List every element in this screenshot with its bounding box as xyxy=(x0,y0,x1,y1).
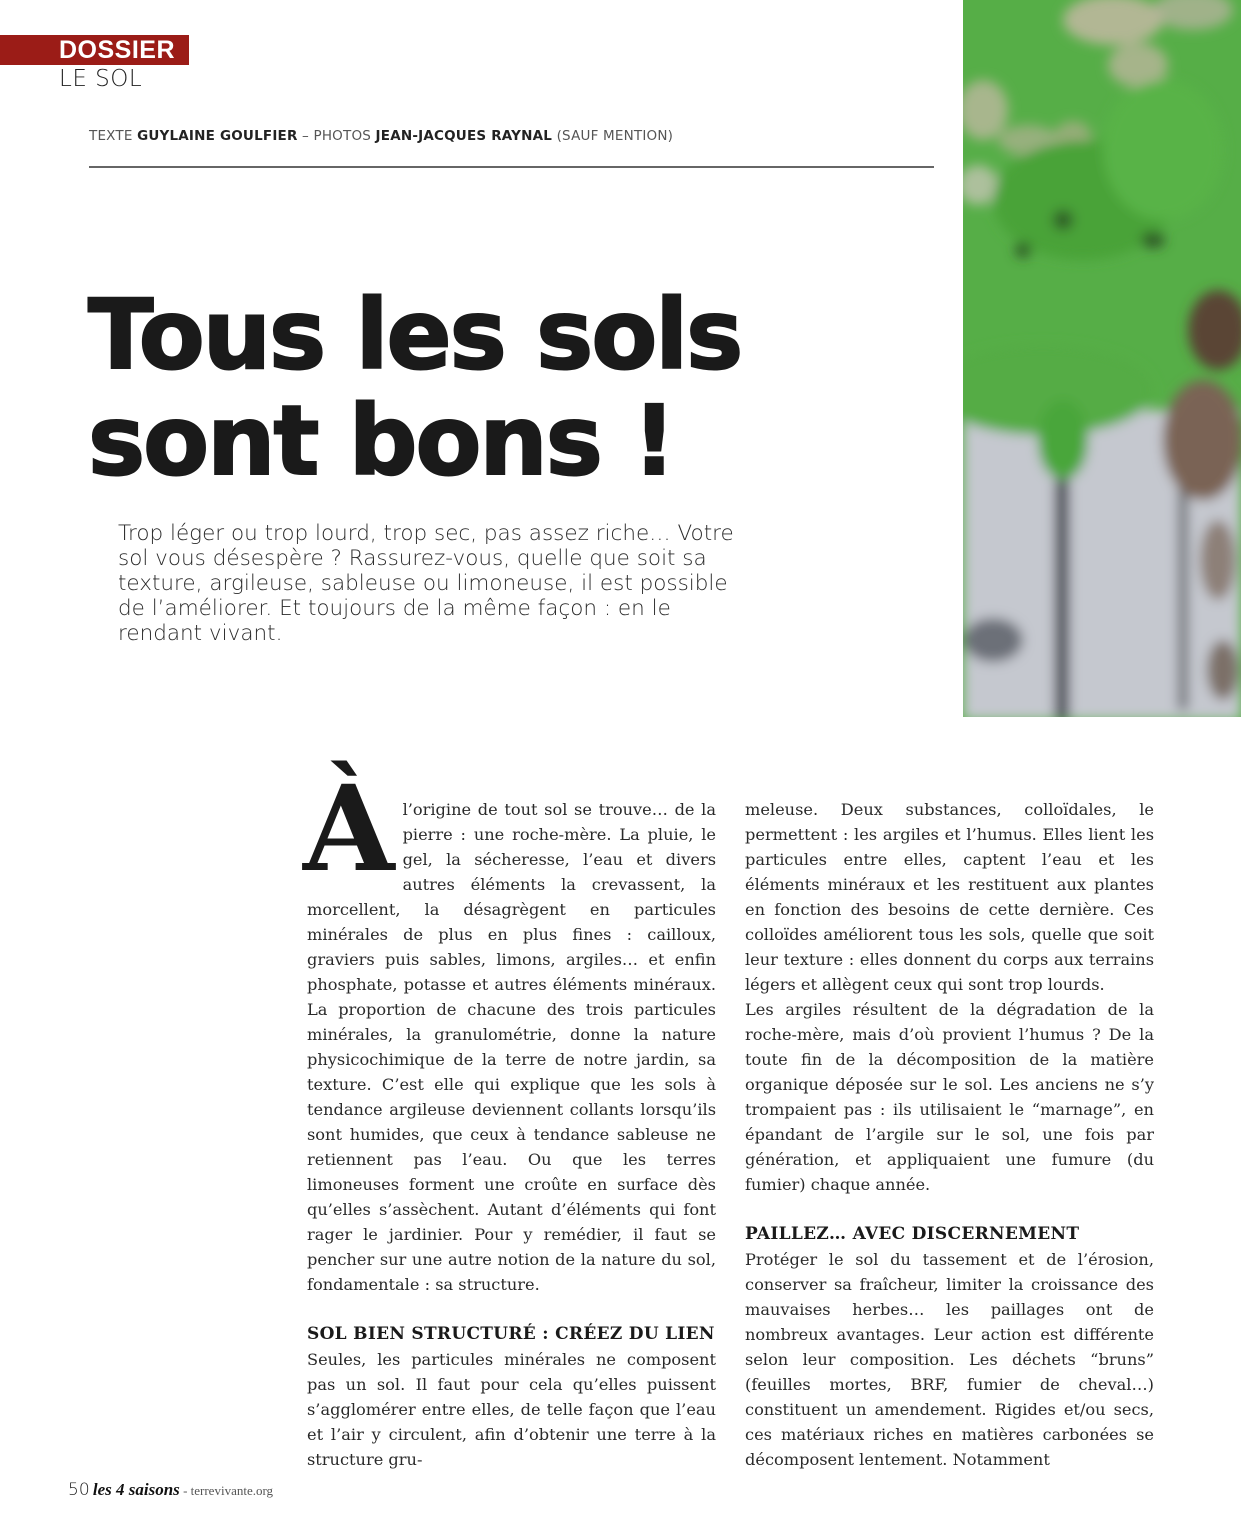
section-tag: DOSSIER xyxy=(0,35,189,65)
article-paragraph: Les argiles résultent de la dégradation de la roche-mère, mais d’où provient l’humus ? De la toute fin de la décomposition de la matière organique déposée sur le sol. Les anciens ne s’y trompaient pas : ils utilisaient le “marnage”, en épandant de l’argile sur le sol, une fois par génération, et appliquaient une fumure (du fumier) chaque année. xyxy=(745,1000,1154,1194)
plant-photo-image xyxy=(963,0,1241,717)
header-divider xyxy=(89,166,934,168)
subheading: PAILLEZ… AVEC DISCERNEMENT xyxy=(745,1224,1080,1244)
subheading: SOL BIEN STRUCTURÉ : CRÉEZ DU LIEN xyxy=(307,1324,715,1344)
section-label: LE SOL xyxy=(59,66,143,92)
credits-photos-prefix: – PHOTOS xyxy=(297,128,376,144)
article-title-line-2: sont bons ! xyxy=(88,385,675,497)
drop-cap: À xyxy=(303,759,395,898)
article-paragraph: Seules, les particules minérales ne composent pas un sol. Il faut pour cela qu’elles puissent s’agglomérer entre elles, de telle façon que l’eau et l’air y circulent, afin d’obtenir une terre à la structure gru- xyxy=(307,1350,716,1469)
paragraph-text: l’origine de tout sol se trouve… de la pierre : une roche-mère. La pluie, le gel, la sécheresse, l’eau et divers autres éléments la crevassent, la morcellent, la désagrègent en particules minérales de plus en plus fines : cailloux, graviers puis sables, limons, argiles… et enfin phosphate, potasse et autres éléments minéraux. La proportion de chacune des trois particules minérales, la granulométrie, donne la nature physicochimique de la terre de notre jardin, sa texture. C’est elle qui explique que les sols à tendance argileuse deviennent collants lorsqu’ils sont humides, que ceux à tendance sableuse ne retiennent pas l’eau. Ou que les terres limoneuses forment une croûte en surface dès qu’elles s’assèchent. Autant d’éléments qui font rager le jardinier. Pour y remédier, il faut se pencher sur une autre notion de la nature du sol, fondamentale : sa structure. xyxy=(307,800,716,1294)
magazine-logo: les 4 saisons xyxy=(92,1480,180,1499)
credits-photographer: JEAN-JACQUES RAYNAL xyxy=(375,128,553,144)
article-title xyxy=(88,279,742,497)
article-paragraph: meleuse. Deux substances, colloïdales, le permettent : les argiles et l’humus. Elles lient les particules entre elles, captent l’eau et les éléments minéraux et les restituent aux plantes en fonction des besoins de cette dernière. Ces colloïdes améliorent tous les sols, quelle que soit leur texture : elles donnent du corps aux terrains légers et allègent ceux qui sont trop lourds. xyxy=(745,800,1154,994)
credits-text-prefix: TEXTE xyxy=(89,128,138,144)
article-column-2 xyxy=(745,797,1154,1472)
spacer xyxy=(307,1297,716,1322)
credits-author: GUYLAINE GOULFIER xyxy=(137,128,298,144)
spacer xyxy=(745,1197,1154,1222)
standfirst: Trop léger ou trop lourd, trop sec, pas assez riche… Votre sol vous désespère ? Rassurez-vous, quelle que soit sa texture, argileuse, sableuse ou limoneuse, il est possible de l’améliorer. Et toujours de la même façon : en le rendant vivant. xyxy=(118,521,734,646)
page-footer xyxy=(68,1480,273,1500)
credits-suffix: (SAUF MENTION) xyxy=(552,128,674,144)
page-number: 50 xyxy=(68,1480,90,1500)
article-paragraph: Protéger le sol du tassement et de l’érosion, conserver sa fraîcheur, limiter la croissance des mauvaises herbes… les paillages ont de nombreux avantages. Leur action est différente selon leur composition. Les déchets “bruns” (feuilles mortes, BRF, fumier de cheval…) constituent un amendement. Rigides et/ou secs, ces matériaux riches en matières carbonées se décomposent lentement. Notamment xyxy=(745,1250,1154,1469)
article-paragraph xyxy=(303,759,716,1297)
article-title-line-1: Tous les sols xyxy=(88,279,742,391)
plant-photo xyxy=(963,0,1241,717)
credits xyxy=(89,128,673,144)
footer-site: - terrevivante.org xyxy=(179,1483,274,1498)
article-column-1 xyxy=(303,759,716,1472)
